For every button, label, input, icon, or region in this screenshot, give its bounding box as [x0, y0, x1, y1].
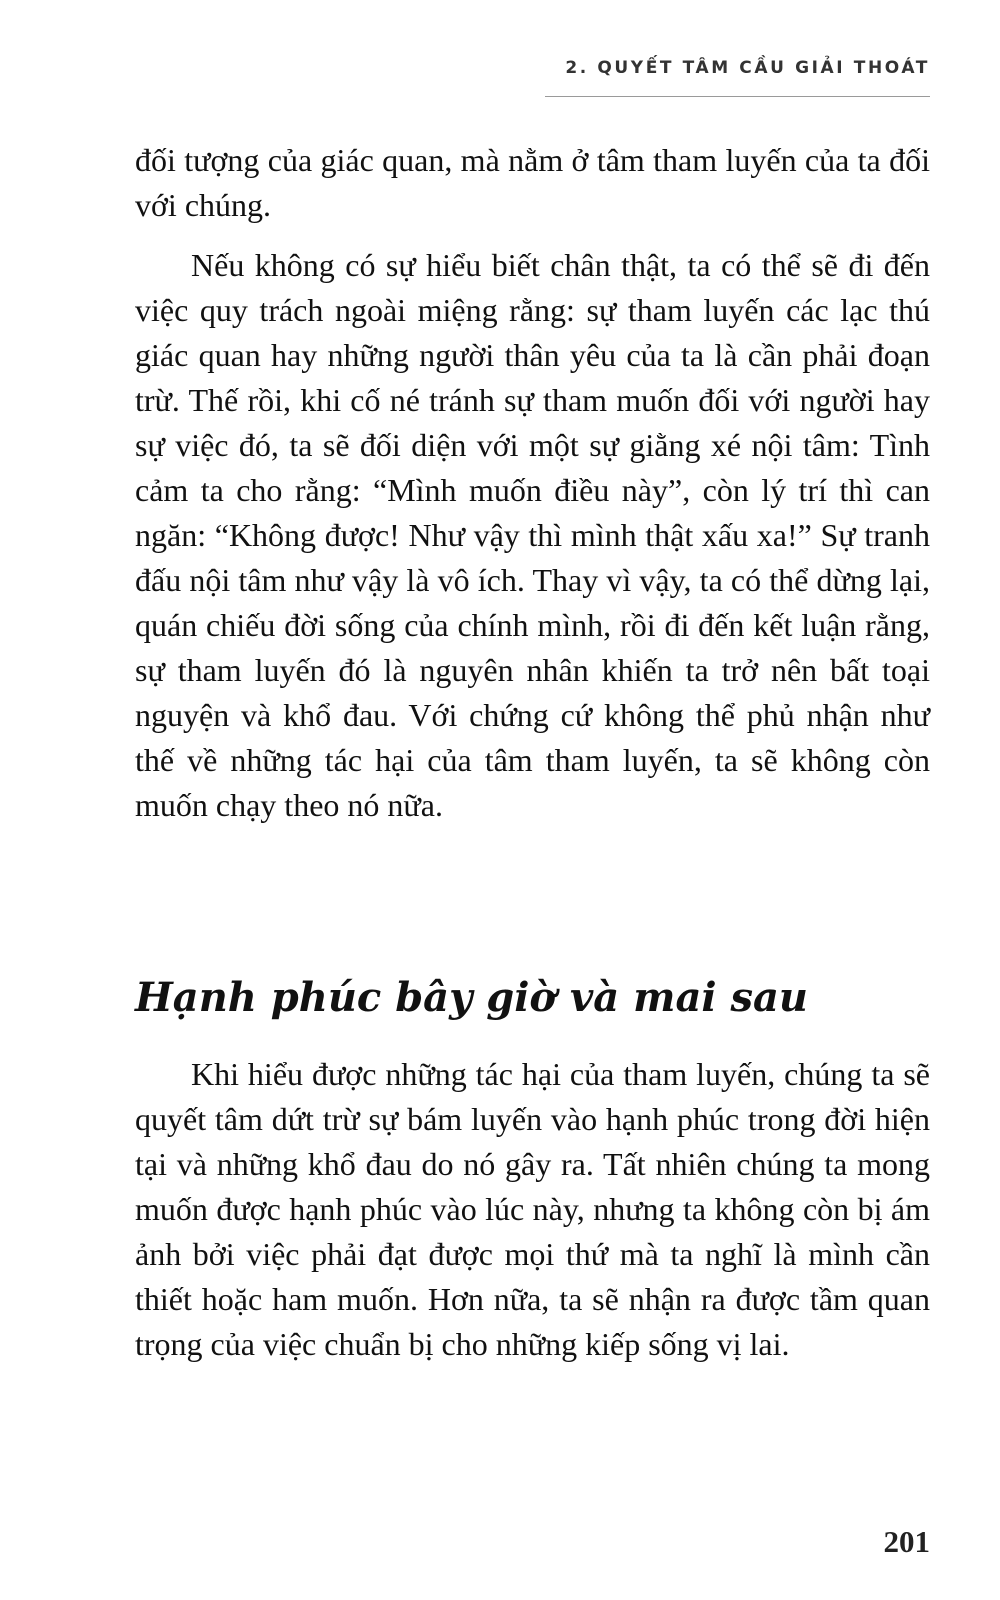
body-paragraph-3	[135, 1052, 930, 1367]
section-heading: Hạnh phúc bây giờ và mai sau	[135, 974, 809, 1021]
paragraph-text: Nếu không có sự hiểu biết chân thật, ta có thể sẽ đi đến việc quy trách ngoài miệng rằng: sự tham luyến các lạc thú giác quan hay những người thân yêu của ta là cần phải đoạn trừ. Thế rồi, khi cố né tránh sự tham muốn đối với người hay sự việc đó, ta sẽ đối diện với một sự giằng xé nội tâm: Tình cảm ta cho rằng: “Mình muốn điều này”, còn lý trí thì can ngăn: “Không được! Như vậy thì mình thật xấu xa!” Sự tranh đấu nội tâm như vậy là vô ích. Thay vì vậy, ta có thể dừng lại, quán chiếu đời sống của chính mình, rồi đi đến kết luận rằng, sự tham luyến đó là nguyên nhân khiến ta trở nên bất toại nguyện và khổ đau. Với chứng cứ không thể phủ nhận như thế về những tác hại của tâm tham luyến, ta sẽ không còn muốn chạy theo nó nữa.	[135, 247, 930, 823]
page-number: 201	[883, 1524, 930, 1559]
running-header-title: 2. QUYẾT TÂM CẦU GIẢI THOÁT	[565, 58, 930, 78]
body-paragraph-1	[135, 138, 930, 228]
paragraph-text: đối tượng của giác quan, mà nằm ở tâm tham luyến của ta đối với chúng.	[135, 142, 930, 223]
paragraph-text: Khi hiểu được những tác hại của tham luyến, chúng ta sẽ quyết tâm dứt trừ sự bám luyến vào hạnh phúc trong đời hiện tại và những khổ đau do nó gây ra. Tất nhiên chúng ta mong muốn được hạnh phúc vào lúc này, nhưng ta không còn bị ám ảnh bởi việc phải đạt được mọi thứ mà ta nghĩ là mình cần thiết hoặc ham muốn. Hơn nữa, ta sẽ nhận ra được tầm quan trọng của việc chuẩn bị cho những kiếp sống vị lai.	[135, 1056, 930, 1362]
body-paragraph-2	[135, 243, 930, 828]
header-divider	[545, 96, 930, 97]
